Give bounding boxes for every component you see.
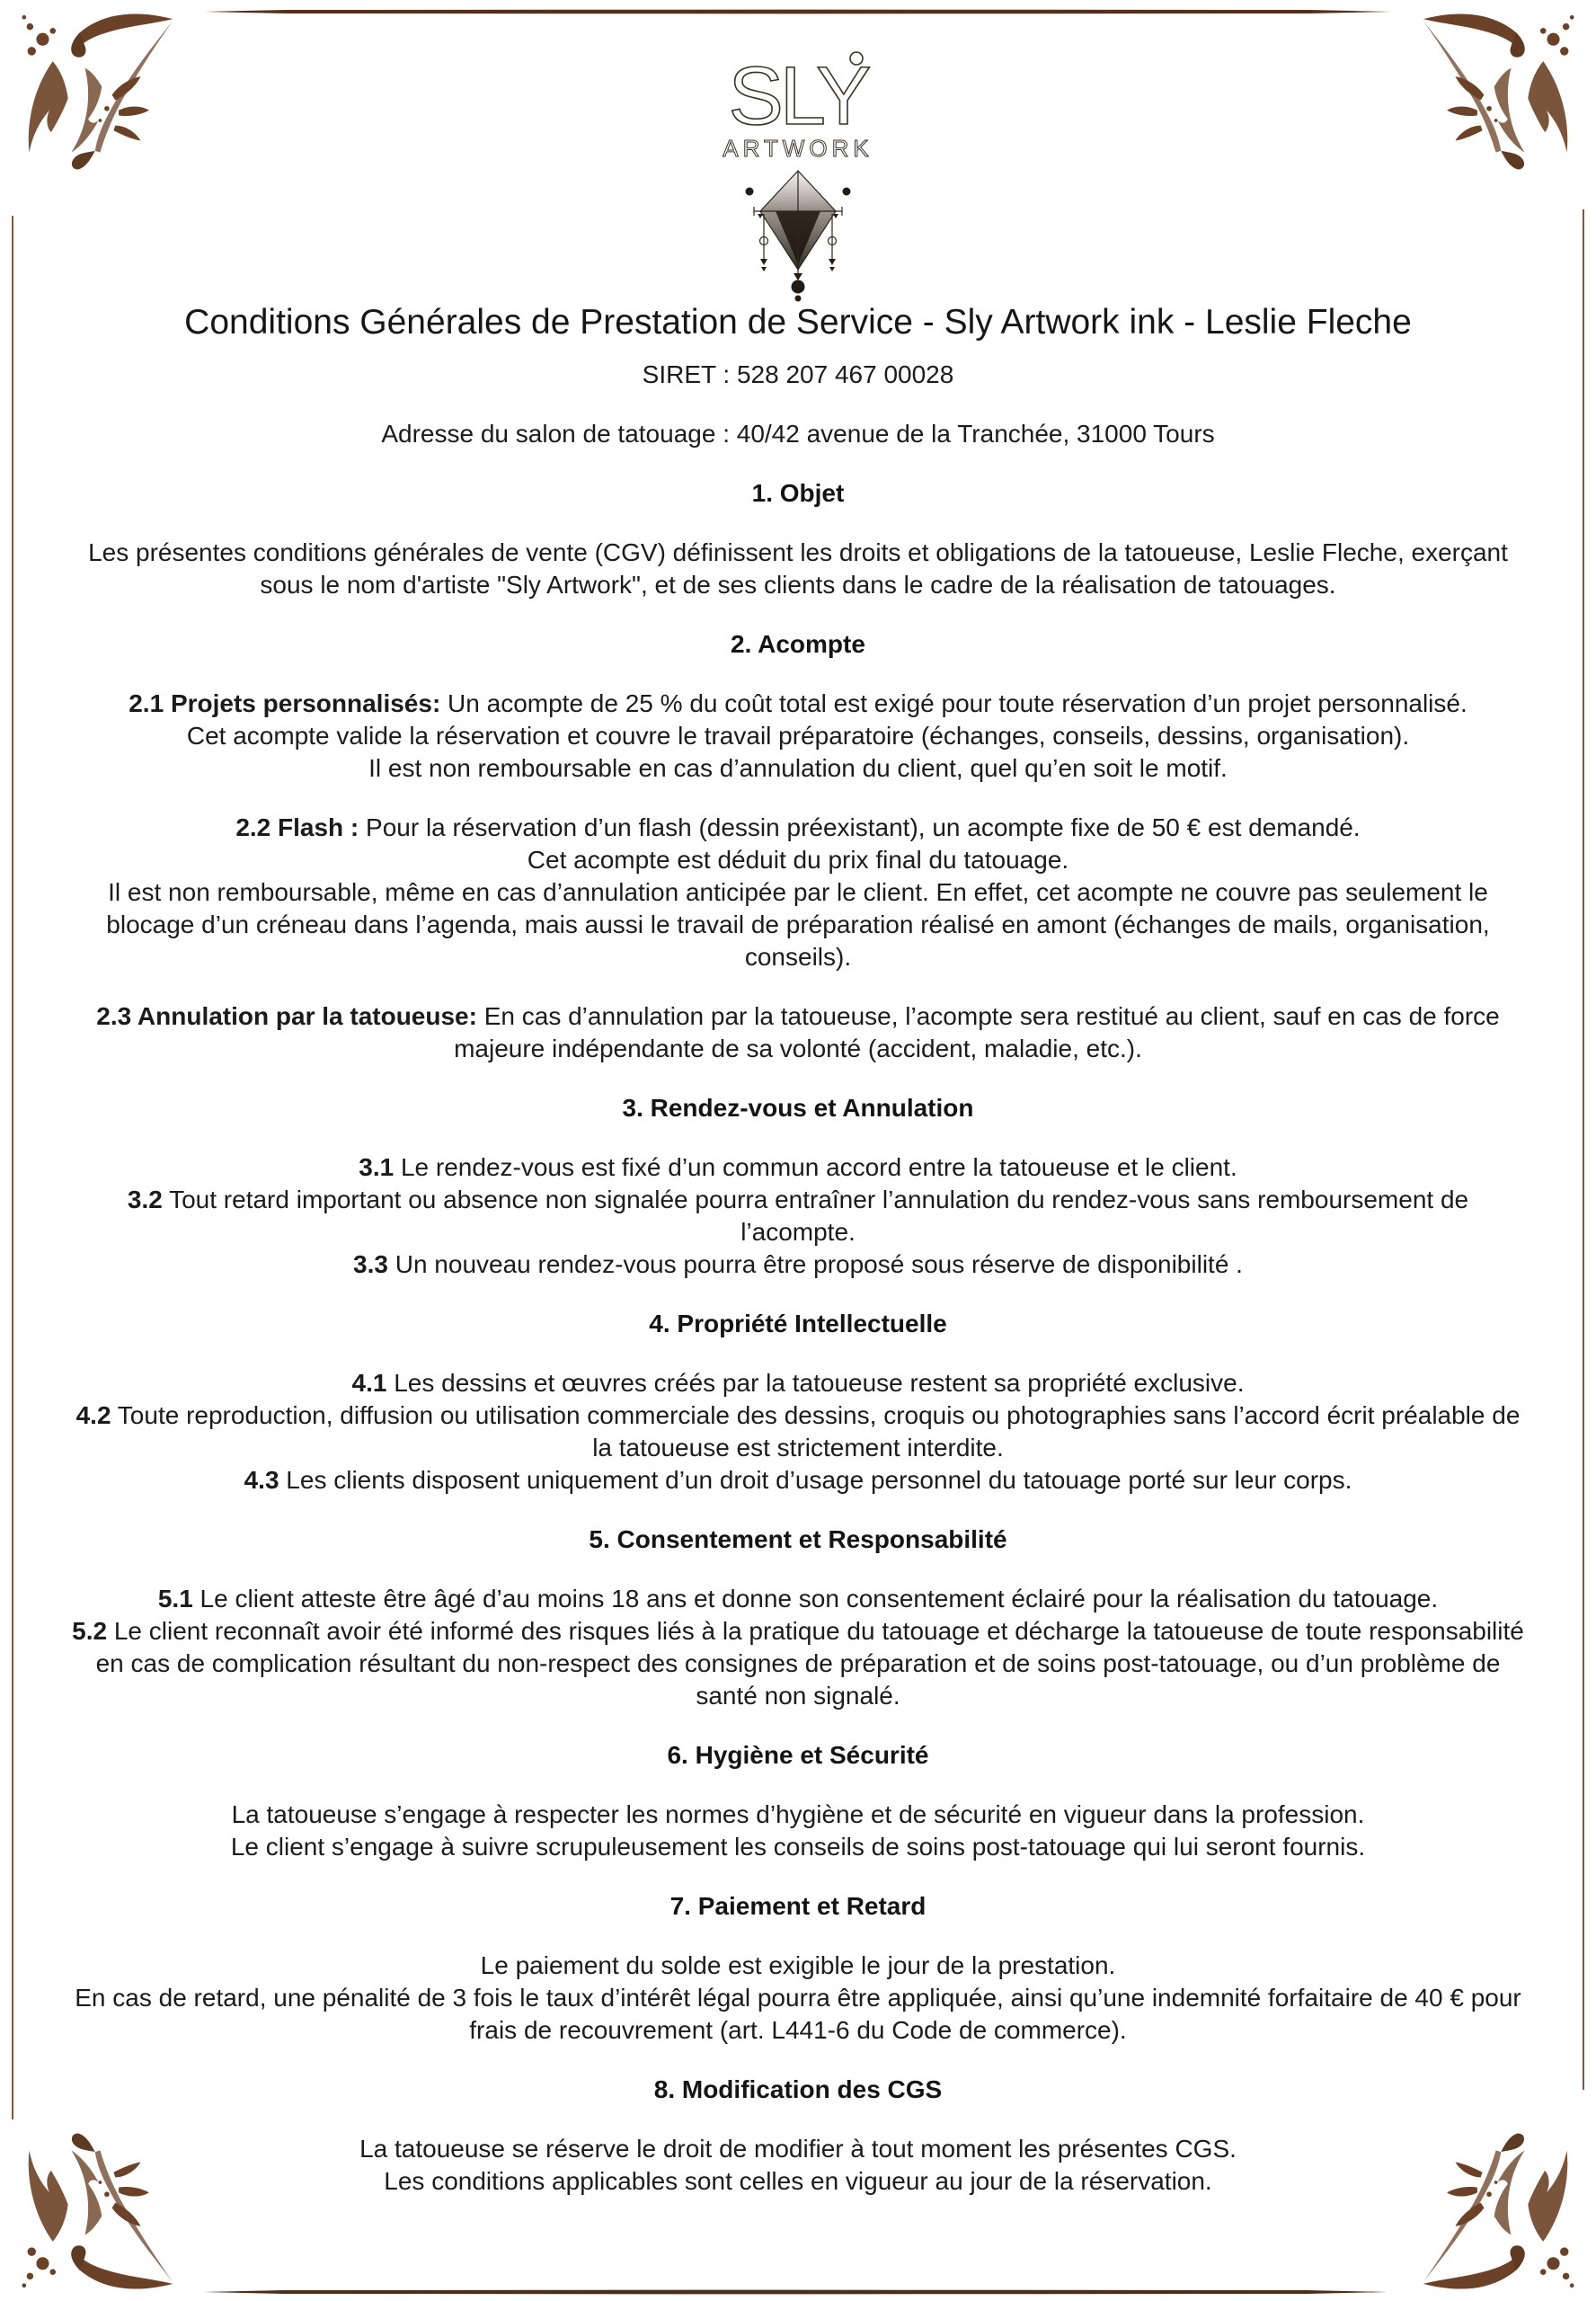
text-line: blocage d’un créneau dans l’agenda, mais aussi le travail de préparation réalisé en amont (échanges de mails, organisation,	[106, 911, 1490, 938]
paragraph-block	[54, 1799, 1542, 1863]
text-line: conseils).	[744, 943, 852, 971]
paragraph-block	[54, 812, 1542, 973]
top-border-rule	[205, 9, 1391, 14]
section-heading: 8. Modification des CGS	[653, 2075, 943, 2103]
page-title: Conditions Générales de Prestation de Service - Sly Artwork ink - Leslie Fleche	[184, 303, 1412, 342]
logo-wordmark: SLY	[728, 50, 868, 142]
paragraph-block	[54, 1000, 1542, 1065]
text-line: 2.3 Annulation par la tatoueuse: En cas d’annulation par la tatoueuse, l’acompte sera restitué au client, sauf en cas de force	[96, 1002, 1500, 1030]
section-heading: 3. Rendez-vous et Annulation	[622, 1094, 974, 1122]
paragraph-block	[54, 537, 1542, 601]
section-heading: 7. Paiement et Retard	[669, 1892, 927, 1920]
paragraph-block	[54, 1151, 1542, 1281]
text-line: En cas de retard, une pénalité de 3 fois le taux d’intérêt légal pourra être appliquée, ainsi qu’une indemnité forfaitaire de 40 € pour	[75, 1984, 1521, 2012]
bottom-border-rule	[203, 2289, 1388, 2295]
text-line: 3.3 Un nouveau rendez-vous pourra être proposé sous réserve de disponibilité .	[353, 1250, 1243, 1278]
sections	[54, 477, 1542, 2198]
section-heading: 1. Objet	[751, 479, 845, 507]
text-line: 4.1 Les dessins et œuvres créés par la tatoueuse restent sa propriété exclusive.	[351, 1369, 1245, 1397]
text-line: Le paiement du solde est exigible le jour de la prestation.	[480, 1951, 1116, 1979]
text-line: Les conditions applicables sont celles en vigueur au jour de la réservation.	[384, 2167, 1212, 2195]
document-content	[54, 302, 1542, 2225]
text-line: 5.2 Le client reconnaît avoir été informé des risques liés à la pratique du tatouage et décharge la tatoueuse de toute responsabilité	[72, 1617, 1524, 1645]
text-line: santé non signalé.	[696, 1682, 900, 1710]
text-line: 5.1 Le client atteste être âgé d’au moins 18 ans et donne son consentement éclairé pour la réalisation du tatouage.	[157, 1585, 1439, 1612]
text-line: sous le nom d'artiste "Sly Artwork", et de ses clients dans le cadre de la réalisation de tatouages.	[260, 571, 1336, 599]
text-line: la tatoueuse est strictement interdite.	[592, 1434, 1004, 1461]
text-line: 3.2 Tout retard important ou absence non signalée pourra entraîner l’annulation du rendez-vous sans remboursement de	[127, 1186, 1469, 1213]
paragraph-block	[54, 2133, 1542, 2198]
paragraph-block	[54, 1367, 1542, 1497]
paragraph-block	[54, 1583, 1542, 1712]
section-heading: 2. Acompte	[731, 630, 865, 658]
text-line: 4.2 Toute reproduction, diffusion ou utilisation commerciale des dessins, croquis ou photographies sans l’accord écrit préalable de	[75, 1401, 1521, 1429]
text-line: 3.1 Le rendez-vous est fixé d’un commun accord entre la tatoueuse et le client.	[359, 1153, 1237, 1181]
text-line: l’acompte.	[740, 1218, 856, 1246]
text-line: Les présentes conditions générales de vente (CGV) définissent les droits et obligations de la tatoueuse, Leslie Fleche, exerçant	[88, 538, 1508, 566]
section-heading: 6. Hygiène et Sécurité	[667, 1741, 929, 1769]
logo-subtitle: ARTWORK	[723, 135, 873, 162]
text-line: Le client s’engage à suivre scrupuleusement les conseils de soins post-tatouage qui lui seront fournis.	[230, 1833, 1366, 1861]
text-line: frais de recouvrement (art. L441-6 du Code de commerce).	[469, 2016, 1127, 2044]
text-line: Il est non remboursable en cas d’annulation du client, quel qu’en soit le motif.	[368, 754, 1228, 782]
text-line: 2.1 Projets personnalisés: Un acompte de 25 % du coût total est exigé pour toute réservation d’un projet personnalisé.	[129, 689, 1467, 717]
text-line: en cas de complication résultant du non-respect des consignes de préparation et de soins post-tatouage, ou d’un problème de	[95, 1649, 1501, 1677]
text-line: 4.3 Les clients disposent uniquement d’un droit d’usage personnel du tatouage porté sur leur corps.	[244, 1466, 1352, 1494]
left-border-rule	[12, 216, 13, 2119]
logo	[722, 47, 874, 302]
address-line: Adresse du salon de tatouage : 40/42 avenue de la Tranchée, 31000 Tours	[381, 420, 1215, 448]
text-line: 2.2 Flash : Pour la réservation d’un flash (dessin préexistant), un acompte fixe de 50 € est demandé.	[235, 813, 1361, 841]
paragraph-block	[54, 688, 1542, 785]
text-line: Cet acompte est déduit du prix final du tatouage.	[527, 846, 1069, 874]
right-border-rule	[1583, 209, 1584, 2090]
logo-kite-emblem	[746, 171, 851, 302]
siret-line: SIRET : 528 207 467 00028	[642, 360, 954, 388]
text-line: Il est non remboursable, même en cas d’annulation anticipée par le client. En effet, cet acompte ne couvre pas seulement le	[108, 878, 1488, 906]
section-heading: 4. Propriété Intellectuelle	[649, 1310, 947, 1337]
text-line: Cet acompte valide la réservation et couvre le travail préparatoire (échanges, conseils, dessins, organisation).	[186, 722, 1410, 750]
section-heading: 5. Consentement et Responsabilité	[589, 1525, 1007, 1553]
text-line: La tatoueuse se réserve le droit de modifier à tout moment les présentes CGS.	[359, 2135, 1237, 2163]
text-line: La tatoueuse s’engage à respecter les normes d’hygiène et de sécurité en vigueur dans la profession.	[231, 1800, 1365, 1828]
corner-flourish-top-right	[1420, 7, 1589, 176]
text-line: majeure indépendante de sa volonté (accident, maladie, etc.).	[454, 1035, 1142, 1062]
corner-flourish-top-left	[7, 7, 176, 176]
paragraph-block	[54, 1950, 1542, 2047]
